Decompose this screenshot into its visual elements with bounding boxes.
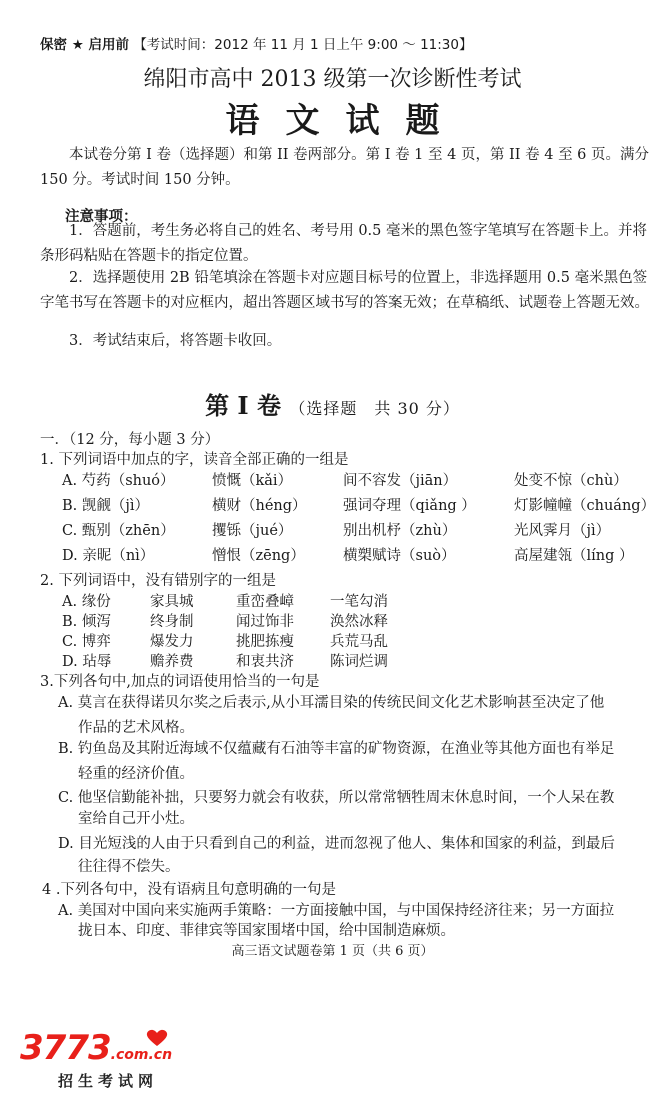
q1-d-term-4: 高屋建瓴（líng ） — [514, 548, 634, 564]
q2-stem: 2. 下列词语中，没有错别字的一组是 — [40, 573, 276, 589]
note-item-3: 3．考试结束后，将答题卡收回。 — [69, 333, 282, 349]
q2-c-word-1: C. 博弈 — [62, 634, 111, 650]
q2-option-d — [0, 650, 665, 670]
q2-a-word-3: 重峦叠嶂 — [236, 594, 294, 610]
q1-d-term-3: 横槊赋诗（suò） — [343, 548, 456, 564]
q2-b-word-3: 闻过饰非 — [236, 614, 294, 630]
q2-option-c — [0, 630, 665, 650]
secret-mark: 保密 ★ 启用前 — [40, 37, 130, 53]
heart-icon — [144, 1028, 170, 1048]
q2-d-word-4: 陈词烂调 — [330, 654, 388, 670]
exam-name: 绵阳市高中 2013 级第一次诊断性考试 — [143, 67, 522, 92]
q1-a-term-4: 处变不惊（chù） — [514, 473, 628, 489]
logo-number: 3773 — [20, 1028, 111, 1068]
q1-c-term-1: C. 甄别（zhēn） — [62, 523, 175, 539]
section-subtitle: （选择题 共 30 分） — [289, 399, 460, 418]
logo-domain: .com.cn — [110, 1047, 173, 1063]
section-name: 第 I 卷 — [205, 391, 282, 420]
q3-option-c: C. 他坚信勤能补拙，只要努力就会有收获，所以常常牺牲周末休息时间，一个人呆在教 — [58, 790, 615, 806]
q1-d-term-2: 憎恨（zēng） — [212, 548, 305, 564]
q4-option-a: A. 美国对中国向来实施两手策略：一方面接触中国，与中国保持经济往来；另一方面拉 — [58, 903, 615, 919]
section-title — [0, 386, 665, 421]
q1-c-term-2: 攫铄（jué） — [212, 523, 293, 539]
q1-a-term-3: 间不容发（jiān） — [343, 473, 458, 489]
intro-paragraph: 本试卷分第 I 卷（选择题）和第 II 卷两部分。第 I 卷 1 至 4 页，第 II 卷 4 至 6 页。满分 150 分。考试时间 150 分钟。 — [40, 147, 650, 188]
note-item-2: 2．选择题使用 2B 铅笔填涂在答题卡对应题目标号的位置上，非选择题用 0.5 毫米黑色签字笔书写在答题卡的对应框内，超出答题区域书写的答案无效；在草稿纸、试题卷上答题无效。 — [40, 270, 649, 311]
q3-option-b: B. 钓鱼岛及其附近海域不仅蕴藏有石油等丰富的矿物资源，在渔业等其他方面也有举足 — [58, 741, 615, 757]
q1-a-term-2: 愤慨（kǎi） — [212, 473, 293, 489]
q3-option-d-cont: 往往得不偿失。 — [78, 859, 180, 875]
q1-a-term-1: A. 芍药（shuó） — [62, 473, 175, 489]
q2-option-a — [0, 590, 665, 610]
q1-b-term-1: B. 觊觎（jì） — [62, 498, 150, 514]
note-item-1: 1．答题前，考生务必将自己的姓名、考号用 0.5 毫米的黑色签字笔填写在答题卡上。并将条形码粘贴在答题卡的指定位置。 — [40, 223, 647, 264]
q2-c-word-2: 爆发力 — [150, 634, 194, 650]
q1-option-b — [0, 494, 665, 514]
q2-b-word-1: B. 倾泻 — [62, 614, 111, 630]
q1-option-c — [0, 519, 665, 539]
q2-a-word-2: 家具城 — [150, 594, 194, 610]
q1-option-a — [0, 469, 665, 489]
q1-b-term-3: 强词夺理（qiǎng ） — [343, 498, 476, 514]
q4-stem: 4 .下列各句中，没有语病且句意明确的一句是 — [42, 882, 336, 898]
q2-a-word-4: 一笔勾消 — [330, 594, 388, 610]
q1-c-term-4: 光风霁月（jì） — [514, 523, 611, 539]
q2-d-word-1: D. 玷辱 — [62, 654, 112, 670]
q3-option-b-cont: 轻重的经济价值。 — [78, 766, 194, 782]
logo-caption: 招生考试网 — [58, 1072, 159, 1090]
site-logo[interactable] — [20, 1028, 173, 1090]
q2-b-word-4: 涣然冰释 — [330, 614, 388, 630]
q2-d-word-3: 和衷共济 — [236, 654, 294, 670]
q2-c-word-4: 兵荒马乱 — [330, 634, 388, 650]
q2-d-word-2: 赡养费 — [150, 654, 194, 670]
q3-option-c-cont: 室给自己开小灶。 — [78, 811, 194, 827]
q1-stem: 1. 下列词语中加点的字，读音全部正确的一组是 — [40, 452, 349, 468]
q1-d-term-1: D. 亲昵（nì） — [62, 548, 155, 564]
q2-option-b — [0, 610, 665, 630]
q4-option-a-cont: 拢日本、印度、菲律宾等国家围堵中国，给中国制造麻烦。 — [78, 923, 455, 939]
part-one-heading: 一．（12 分，每小题 3 分） — [40, 432, 220, 448]
q2-c-word-3: 挑肥拣瘦 — [236, 634, 294, 650]
subject-title: 语文试题 — [225, 101, 466, 141]
q3-stem: 3.下列各句中,加点的词语使用恰当的一句是 — [40, 674, 320, 690]
q3-option-d: D. 目光短浅的人由于只看到自己的利益，进而忽视了他人、集体和国家的利益，到最后 — [58, 836, 615, 852]
q1-b-term-2: 横财（héng） — [212, 498, 307, 514]
q3-option-a: A. 莫言在获得诺贝尔奖之后表示,从小耳濡目染的传统民间文化艺术影响甚至决定了他 — [58, 695, 605, 711]
q1-c-term-3: 别出机杼（zhù） — [343, 523, 457, 539]
q2-a-word-1: A. 缘份 — [62, 594, 111, 610]
q1-option-d — [0, 544, 665, 564]
page-footer: 高三语文试题卷第 1 页（共 6 页） — [231, 944, 434, 959]
q1-b-term-4: 灯影幢幢（chuáng） — [514, 498, 656, 514]
notes-title: 注意事项： — [65, 208, 138, 225]
exam-time: 【考试时间：2012 年 11 月 1 日上午 9:00 ～ 11:30】 — [133, 37, 473, 53]
confidential-header — [40, 33, 473, 53]
q2-b-word-2: 终身制 — [150, 614, 194, 630]
q3-option-a-cont: 作品的艺术风格。 — [78, 720, 194, 736]
